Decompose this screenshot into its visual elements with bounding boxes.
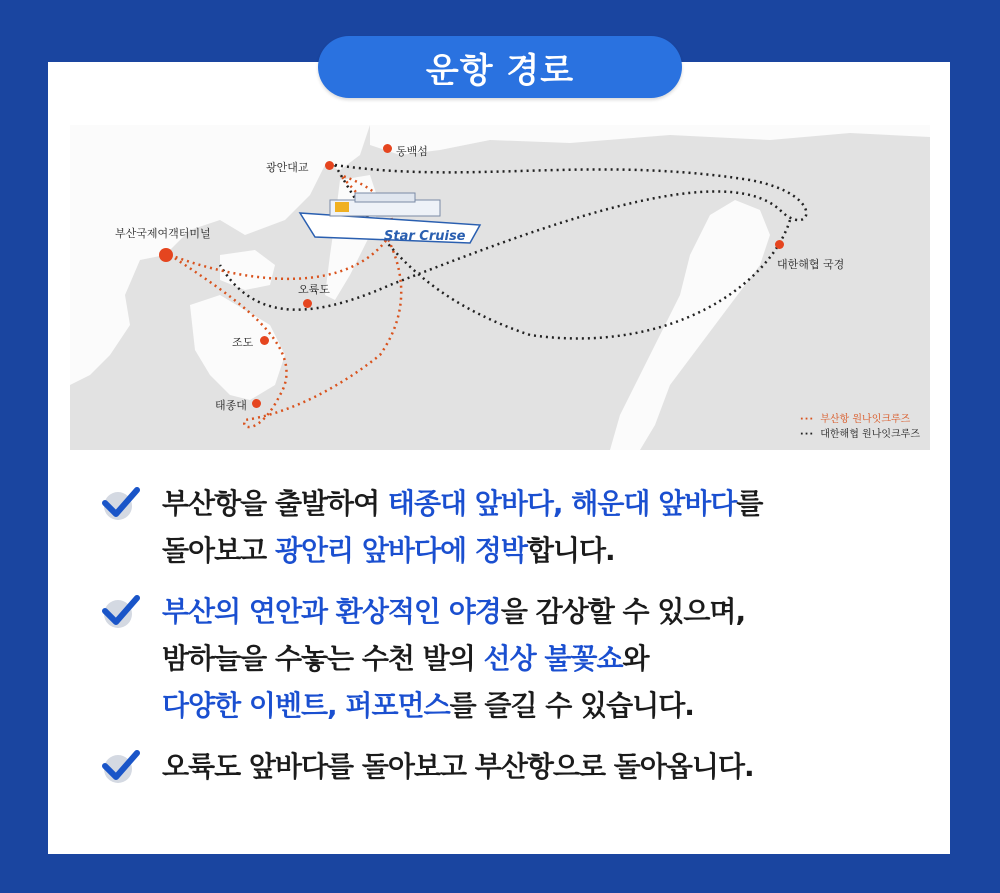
check-icon (100, 749, 140, 785)
body-text: 부산항을 출발하여 (162, 487, 388, 520)
place-label-oryukdo: 오륙도 (298, 283, 330, 296)
body-text: 합니다. (526, 534, 615, 567)
legend-item-strait (800, 427, 920, 442)
route-map (70, 125, 930, 450)
ship-name: Star Cruise (384, 229, 466, 244)
body-text: 을 감상할 수 있으며, (500, 595, 746, 628)
highlight-text: 광안리 앞바다에 정박 (274, 534, 527, 567)
feature-list (100, 480, 940, 804)
legend-item-harbor (800, 412, 920, 427)
place-dot-oryukdo (303, 299, 312, 308)
place-label-dongbaek: 동백섬 (396, 145, 428, 158)
legend-marker: ··· (799, 414, 815, 425)
body-text: 오륙도 앞바다를 돌아보고 부산항으로 돌아옵니다. (162, 750, 754, 783)
legend-label: 부산항 원나잇크루즈 (820, 414, 911, 425)
place-dot-jodo (260, 336, 269, 345)
place-dot-taejongdae (252, 399, 261, 408)
body-text: 와 (622, 642, 649, 675)
highlight-text: 다양한 이벤트, 퍼포먼스 (162, 689, 450, 722)
place-dot-terminal (159, 248, 173, 262)
body-text: 를 (736, 487, 763, 520)
check-icon (100, 594, 140, 630)
legend-marker: ··· (799, 429, 815, 440)
place-dot-gwangan (325, 161, 334, 170)
map-legend (800, 412, 920, 442)
highlight-text: 부산의 연안과 환상적인 야경 (162, 595, 501, 628)
land-tsushima (610, 200, 770, 450)
land-north (370, 125, 930, 155)
place-label-strait: 대한해협 국경 (777, 258, 845, 271)
place-dot-dongbaek (383, 144, 392, 153)
highlight-text: 선상 불꽃쇼 (483, 642, 623, 675)
feature-line (162, 480, 940, 527)
body-text: 돌아보고 (162, 534, 275, 567)
feature-line (162, 743, 940, 790)
body-text: 밤하늘을 수놓는 수천 발의 (162, 642, 484, 675)
place-label-taejongdae: 태종대 (215, 399, 247, 412)
highlight-text: 태종대 앞바다, 해운대 앞바다 (387, 487, 737, 520)
check-icon (100, 486, 140, 522)
feature-line (162, 588, 940, 635)
feature-line (162, 682, 940, 729)
land-island (220, 250, 275, 290)
place-label-terminal: 부산국제여객터미널 (115, 227, 211, 240)
body-text: 를 즐길 수 있습니다. (449, 689, 694, 722)
feature-item (100, 480, 940, 574)
feature-line (162, 635, 940, 682)
map-graphic (70, 125, 930, 450)
feature-item (100, 588, 940, 729)
feature-line (162, 527, 940, 574)
feature-item (100, 743, 940, 790)
section-title: 운항 경로 (318, 36, 682, 98)
place-label-gwangan: 광안대교 (266, 161, 309, 174)
place-label-jodo: 조도 (232, 336, 254, 349)
place-dot-strait (775, 240, 784, 249)
legend-label: 대한해협 원나잇크루즈 (820, 429, 920, 440)
